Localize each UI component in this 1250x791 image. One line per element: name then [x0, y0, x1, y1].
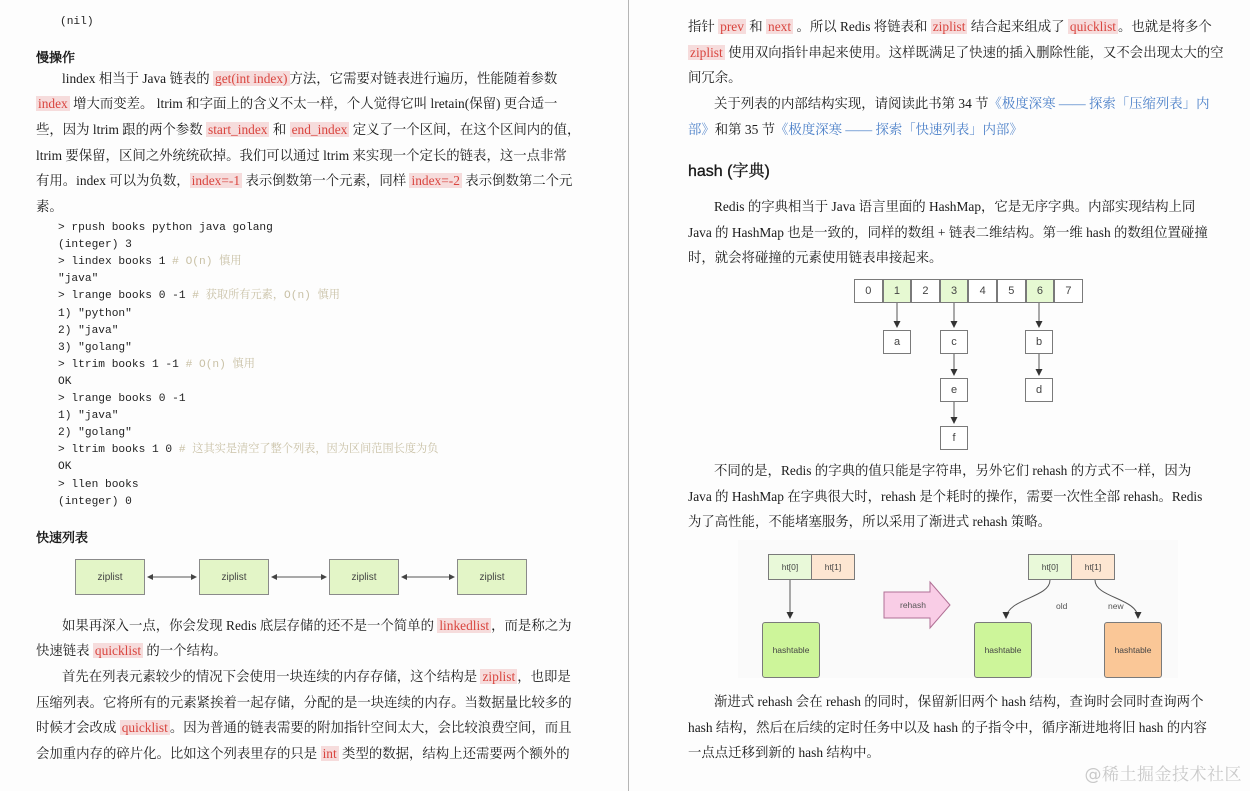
- hash-bucket-0: 0: [854, 279, 883, 303]
- text-line: [688, 40, 1224, 66]
- ziplist-node: ziplist: [75, 559, 145, 595]
- text-line: [714, 458, 1191, 484]
- hash-bucket-1: 1: [883, 279, 912, 303]
- text-line: [688, 740, 880, 766]
- code-text: > ltrim books 1 -1: [58, 358, 186, 371]
- inline-code-highlight: get(int index): [215, 71, 288, 86]
- text-run: 间冗余。: [688, 70, 742, 85]
- hash-bucket-7: 7: [1054, 279, 1083, 303]
- inline-code-highlight: ziplist: [690, 45, 723, 60]
- hash-bucket-6: 6: [1026, 279, 1055, 303]
- text-run: lindex 相当于 Java 链表的: [62, 71, 213, 86]
- text-line: [36, 715, 572, 741]
- text-run: 首先在列表元素较少的情况下会使用一块连续的内存存储，这个结构是: [62, 669, 481, 684]
- text-line: [688, 14, 1212, 40]
- inline-code-highlight: int: [322, 746, 337, 761]
- code-text: (integer) 0: [58, 495, 132, 508]
- inline-code-highlight: start_index: [207, 122, 268, 137]
- hash-bucket-2: 2: [911, 279, 940, 303]
- text-run: 。也就是将多个: [1118, 19, 1212, 34]
- text-run: 渐进式 rehash 会在 rehash 的同时，保留新旧两个 hash 结构，查询时会同时查询两个: [714, 694, 1204, 709]
- code-text: > ltrim books 1 0: [58, 444, 179, 457]
- inline-code-highlight: ziplist: [932, 19, 966, 34]
- text-line: [688, 509, 1051, 535]
- hash-array-diagram: [854, 279, 1084, 451]
- text-run: 增大而变差。 ltrim 和字面上的含义不太一样，个人觉得它叫 lretain(保留) 更合适一: [69, 96, 558, 111]
- code-text: 3) "golang": [58, 341, 132, 354]
- code-line: [58, 425, 132, 442]
- text-run: 。因为普通的链表需要的附加指针空间太大，会比较浪费空间，而且: [169, 720, 572, 735]
- chapter-link[interactable]: 《极度深寒 —— 探索「快速列表」内部》: [775, 122, 1023, 137]
- text-line: [36, 690, 572, 716]
- code-text: 2) "java": [58, 324, 119, 337]
- chain-node-c: c: [940, 330, 968, 354]
- code-line: [58, 408, 118, 425]
- code-text: > lindex books 1: [58, 256, 173, 269]
- text-run: 结合起来组成了: [967, 19, 1068, 34]
- text-line: [714, 689, 1203, 715]
- text-run: Java 的 HashMap 在字典很大时，rehash 是个耗时的操作，需要一次性全部 rehash。Redis: [688, 489, 1203, 504]
- text-run: 方法，它需要对链表进行遍历，性能随着参数: [289, 71, 558, 86]
- hash-bucket-3: 3: [940, 279, 969, 303]
- code-line: [58, 254, 242, 271]
- text-line: [36, 117, 580, 143]
- text-line: [688, 65, 742, 91]
- code-text: > lrange books 0 -1: [58, 393, 186, 405]
- hash-bucket-4: 4: [968, 279, 997, 303]
- text-run: 不同的是，Redis 的字典的值只能是字符串，另外它们 rehash 的方式不一样，因为: [714, 463, 1192, 478]
- text-run: 关于列表的内部结构实现，请阅读此书第 34 节: [714, 96, 989, 111]
- text-line: [62, 664, 571, 690]
- text-run: hash 结构，然后在后续的定时任务中以及 hash 的子指令中，循序渐进地将旧 hash 的内容: [688, 720, 1207, 735]
- ht1-cell: ht[1]: [811, 554, 855, 580]
- text-run: ltrim 要保留，区间之外统统砍掉。我们可以通过 ltrim 来实现一个定长的链表，这一点非常: [36, 148, 567, 163]
- inline-code-highlight: index: [38, 96, 68, 111]
- quicklist-diagram: [75, 559, 527, 597]
- text-line: [714, 194, 1195, 220]
- code-line: [58, 391, 186, 408]
- text-run: 和: [745, 19, 767, 34]
- inline-code-highlight: prev: [720, 19, 744, 34]
- text-line: [36, 741, 570, 767]
- rehash-diagram: [738, 540, 1178, 678]
- text-run: 类型的数据，结构上还需要两个额外的: [338, 746, 570, 761]
- text-run: 会加重内存的碎片化。比如这个列表里存的只是: [36, 746, 321, 761]
- code-line: [58, 374, 71, 391]
- code-comment: # 这其实是清空了整个列表，因为区间范围长度为负: [178, 444, 439, 457]
- ziplist-node: ziplist: [457, 559, 527, 595]
- code-line: [58, 220, 273, 237]
- text-run: 定义了一个区间，在这个区间内的值，: [349, 122, 581, 137]
- chapter-link[interactable]: 《极度深寒 —— 探索「压缩列表」内: [988, 96, 1210, 111]
- ht1-cell: ht[1]: [1071, 554, 1115, 580]
- text-run: Java 的 HashMap 也是一致的，同样的数组 + 链表二维结构。第一维 hash 的数组位置碰撞: [688, 225, 1208, 240]
- text-line: [36, 168, 572, 194]
- hash-heading: hash (字典): [688, 163, 770, 180]
- inline-code-highlight: next: [768, 19, 792, 34]
- text-run: 为了高性能，不能堵塞服务，所以采用了渐进式 rehash 策略。: [688, 514, 1052, 529]
- text-run: Redis 的字典相当于 Java 语言里面的 HashMap，它是无序字典。内部实现结构上同: [714, 199, 1196, 214]
- right-page: [630, 0, 1250, 791]
- ht0-cell: ht[0]: [768, 554, 812, 580]
- code-line: [58, 237, 132, 254]
- text-line: [36, 143, 567, 169]
- code-text: 1) "python": [58, 307, 132, 320]
- text-run: 的一个结构。: [143, 643, 227, 658]
- code-line: [58, 459, 71, 476]
- text-run: 指针: [688, 19, 719, 34]
- text-line: [688, 220, 1208, 246]
- text-line: [714, 91, 1209, 117]
- text-run: 。所以 Redis 将链表和: [793, 19, 931, 34]
- code-line: [58, 306, 132, 323]
- code-text: (integer) 3: [58, 239, 132, 252]
- text-run: ，而是称之为: [491, 618, 572, 633]
- inline-code-highlight: index=-1: [191, 173, 241, 188]
- code-comment: # O(n) 慎用: [172, 256, 242, 269]
- hash-bucket-5: 5: [997, 279, 1026, 303]
- text-run: 和第 35 节: [714, 122, 776, 137]
- text-line: [36, 91, 557, 117]
- hashtable-old: hashtable: [974, 622, 1032, 678]
- inline-code-highlight: index=-2: [411, 173, 460, 188]
- ziplist-node: ziplist: [329, 559, 399, 595]
- inline-code-highlight: ziplist: [482, 669, 516, 684]
- inline-code-highlight: quicklist: [94, 643, 142, 658]
- hashtable-old: hashtable: [762, 622, 820, 678]
- chapter-link[interactable]: 部》: [688, 122, 715, 137]
- inline-code-highlight: end_index: [291, 122, 348, 137]
- code-text: > lrange books 0 -1: [58, 290, 193, 303]
- code-text: > rpush books python java golang: [58, 222, 273, 234]
- chain-arrows-icon: [854, 279, 1084, 451]
- text-run: 使用双向指针串起来使用。这样既满足了快速的插入删除性能，又不会出现太大的空: [724, 45, 1224, 60]
- code-line: [58, 340, 132, 357]
- chain-node-b: b: [1025, 330, 1053, 354]
- text-line: [688, 715, 1207, 741]
- code-line: [58, 271, 98, 288]
- code-comment: # 获取所有元素，O(n) 慎用: [192, 290, 340, 303]
- inline-code-highlight: quicklist: [121, 720, 168, 735]
- text-line: [62, 66, 557, 92]
- chain-node-d: d: [1025, 378, 1053, 402]
- inline-code-highlight: quicklist: [1069, 19, 1117, 34]
- text-line: [36, 638, 227, 664]
- text-run: 如果再深入一点，你会发现 Redis 底层存储的还不是一个简单的: [62, 618, 438, 633]
- text-line: [36, 194, 63, 220]
- code-comment: # O(n) 慎用: [185, 358, 255, 371]
- text-run: 些，因为 ltrim 跟的两个参数: [36, 122, 206, 137]
- ht0-cell: ht[0]: [1028, 554, 1072, 580]
- text-run: 有用。index 可以为负数，: [36, 173, 190, 188]
- inline-code-highlight: linkedlist: [439, 618, 490, 633]
- text-run: 快速链表: [36, 643, 93, 658]
- text-line: [688, 117, 1023, 143]
- code-text: > llen books: [58, 478, 139, 491]
- bidirectional-arrows-icon: [75, 559, 527, 597]
- code-line: [58, 494, 132, 511]
- text-run: 时，就会将碰撞的元素使用链表串接起来。: [688, 250, 943, 265]
- text-line: [688, 484, 1202, 510]
- chain-node-f: f: [940, 426, 968, 450]
- old-label: old: [1056, 601, 1068, 611]
- chain-node-e: e: [940, 378, 968, 402]
- text-run: 时候才会改成: [36, 720, 120, 735]
- page-divider: [628, 0, 629, 791]
- text-run: 表示倒数第二个元: [461, 173, 573, 188]
- quicklist-heading: 快速列表: [36, 530, 89, 545]
- text-line: [62, 613, 572, 639]
- code-line: [58, 357, 255, 374]
- new-label: new: [1108, 601, 1124, 611]
- text-run: 表示倒数第一个元素，同样: [242, 173, 410, 188]
- text-run: 素。: [36, 199, 63, 214]
- text-line: [688, 245, 942, 271]
- code-line: [58, 477, 139, 494]
- code-text: 1) "java": [58, 410, 119, 423]
- code-text: "java": [58, 273, 99, 286]
- code-text: 2) "golang": [58, 427, 132, 440]
- code-line: [58, 323, 118, 340]
- text-run: 和: [269, 122, 290, 137]
- watermark: @稀土掘金技术社区: [1084, 765, 1242, 785]
- text-run: 一点点迁移到新的 hash 结构中。: [688, 745, 880, 760]
- nil-output: (nil): [60, 16, 94, 28]
- text-run: 压缩列表。它将所有的元素紧挨着一起存储，分配的是一块连续的内存。当数据量比较多的: [36, 695, 572, 710]
- slow-ops-heading: 慢操作: [36, 50, 76, 65]
- code-line: [58, 442, 438, 459]
- code-text: OK: [58, 375, 72, 388]
- hashtable-new: hashtable: [1104, 622, 1162, 678]
- text-run: ，也即是: [517, 669, 571, 684]
- code-line: [58, 288, 340, 305]
- chain-node-a: a: [883, 330, 911, 354]
- ziplist-node: ziplist: [199, 559, 269, 595]
- rehash-arrow-label: rehash: [900, 600, 926, 610]
- code-text: OK: [58, 461, 72, 474]
